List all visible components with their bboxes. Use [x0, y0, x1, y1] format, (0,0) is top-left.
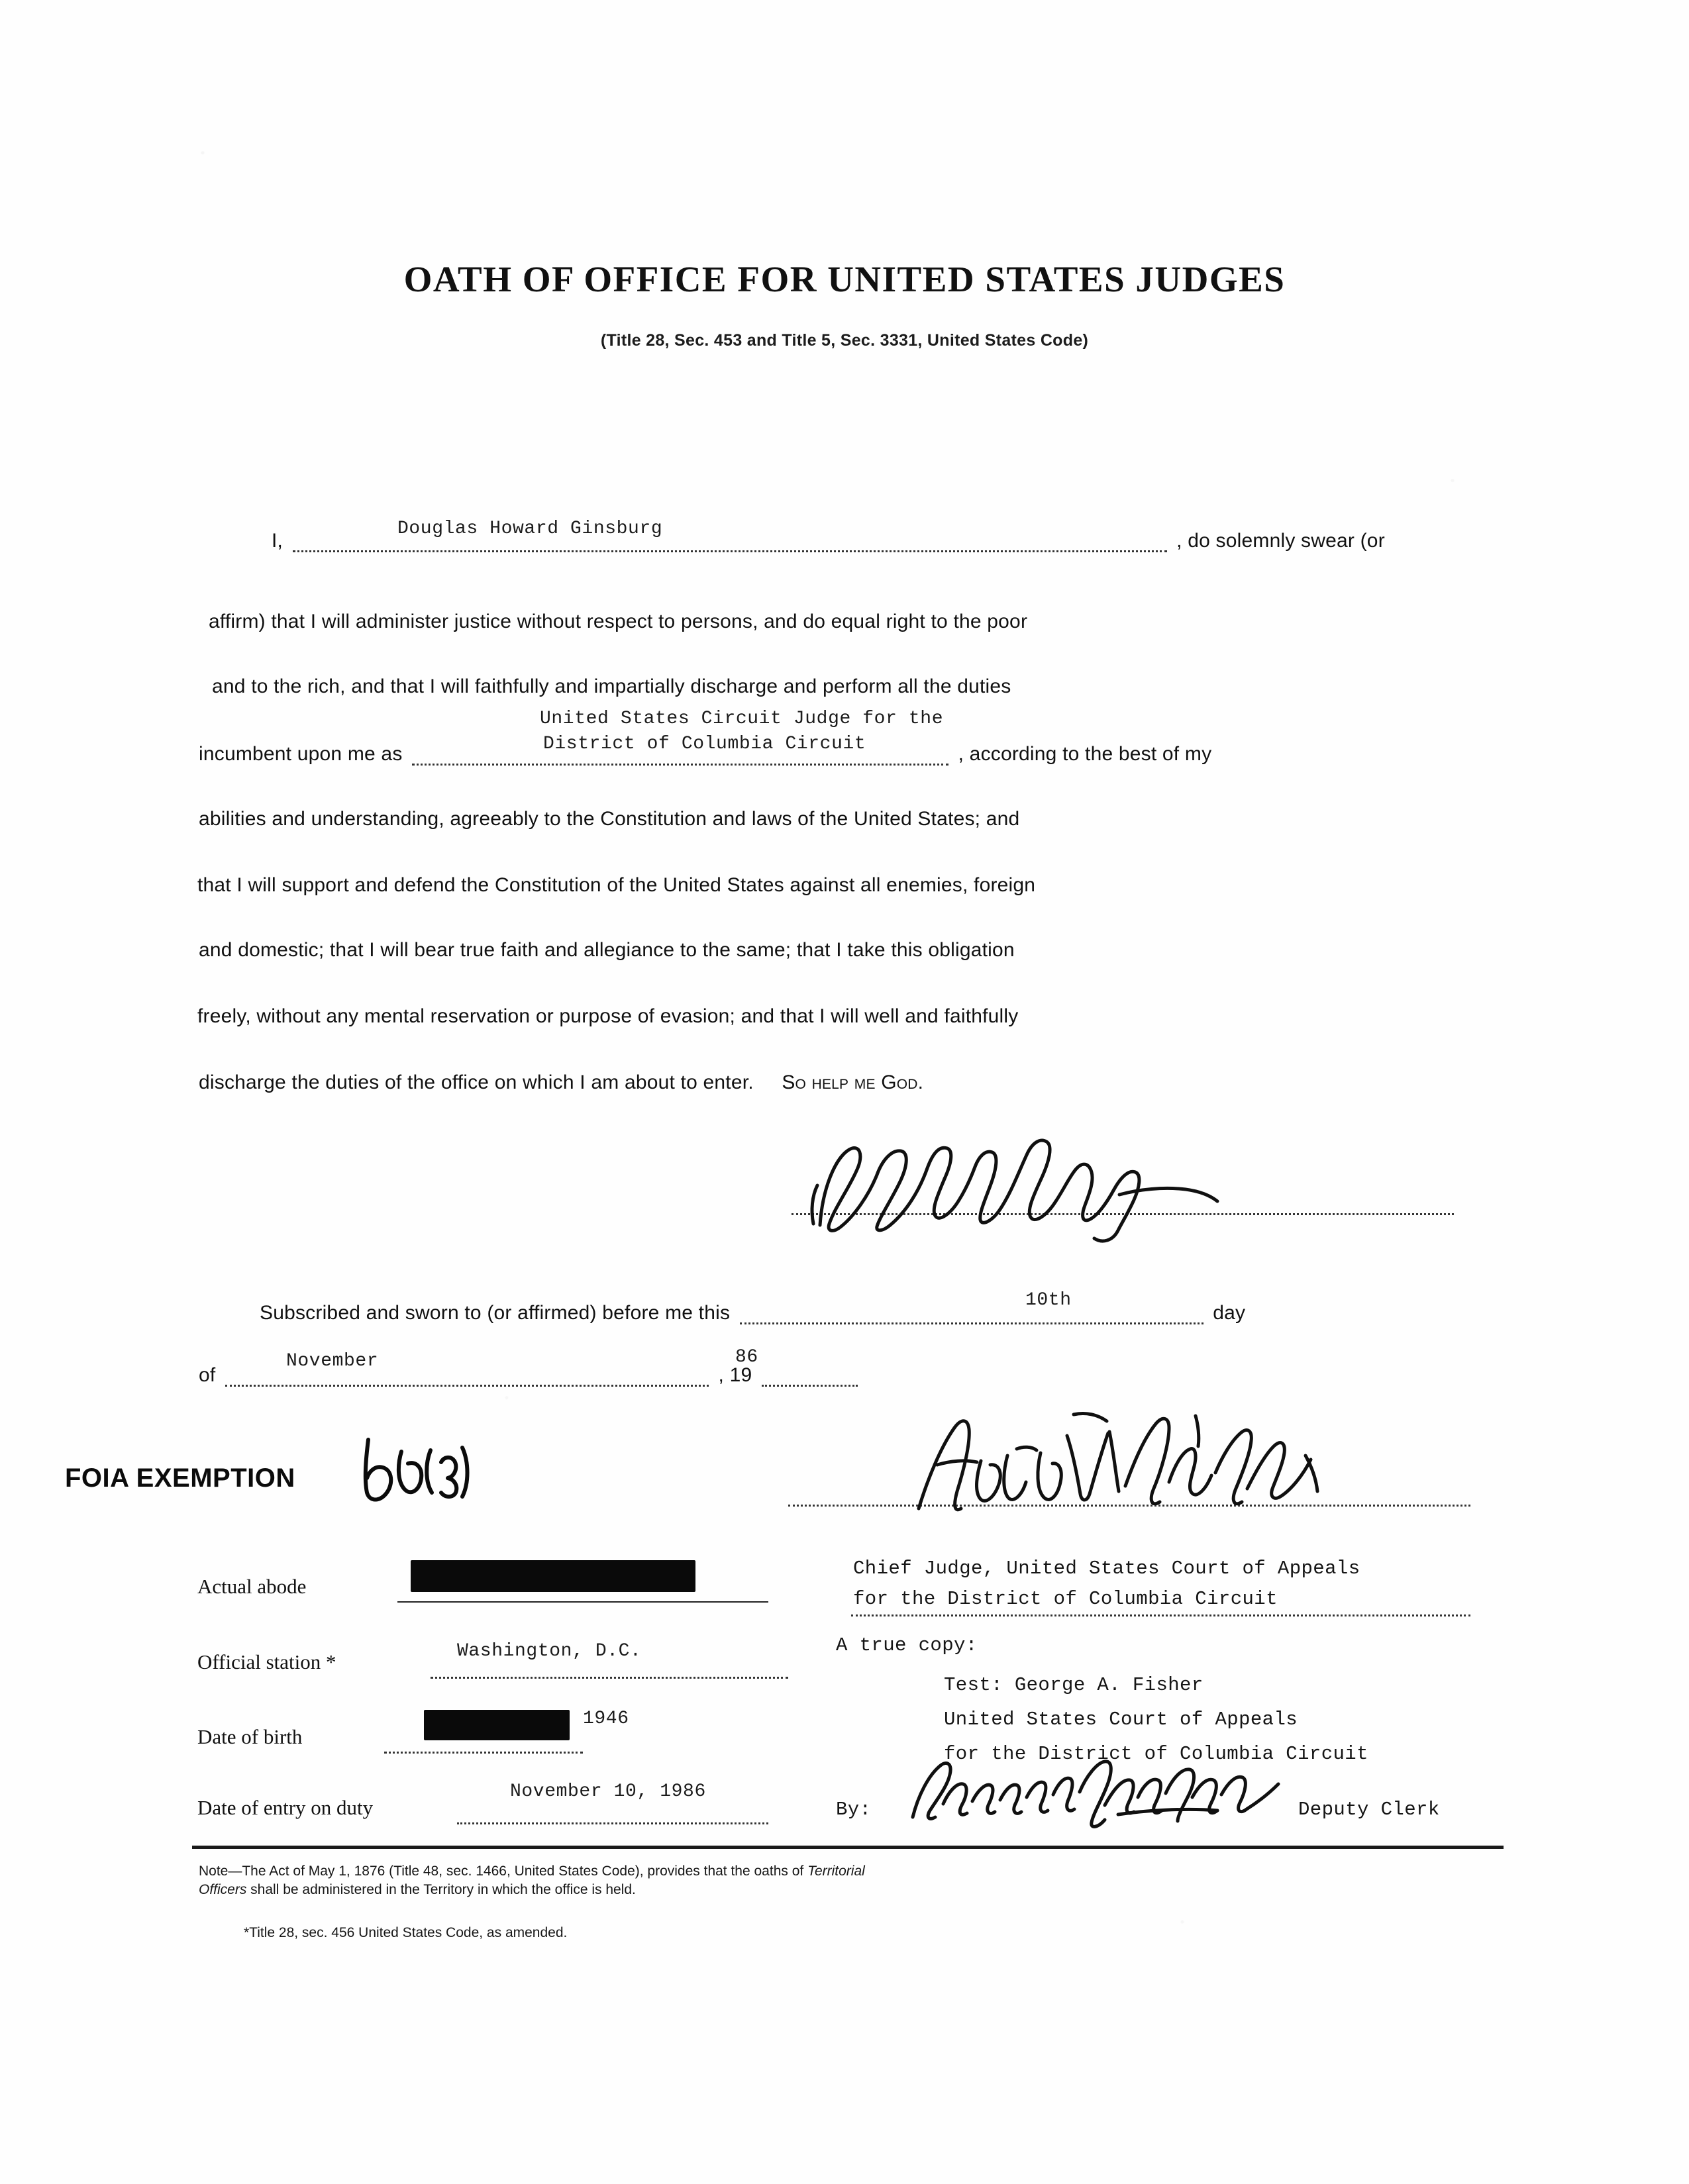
by-label: By: — [836, 1799, 872, 1820]
sworn-year-dotted-rule — [762, 1367, 858, 1387]
officer-signature — [911, 1409, 1328, 1525]
oath-line-4-head: incumbent upon me as — [199, 743, 403, 765]
date-of-entry-value: November 10, 1986 — [510, 1781, 706, 1802]
sworn-line — [260, 1302, 1245, 1324]
officer-title-line-2: for the District of Columbia Circuit — [853, 1588, 1278, 1610]
footnote-star-note: *Title 28, sec. 456 United States Code, as amended. — [244, 1925, 568, 1940]
foia-exemption-code-handwritten — [351, 1432, 490, 1511]
sworn-of-label: of — [199, 1364, 216, 1386]
official-station-label: Official station * — [197, 1650, 336, 1673]
oath-office-value-line-1: United States Circuit Judge for the — [540, 709, 944, 729]
oath-signature — [808, 1126, 1232, 1245]
oath-line-1-tail: , do solemnly swear (or — [1176, 530, 1385, 552]
footnote-note-line2-italic: Officers — [199, 1882, 247, 1898]
oath-line-7: and domestic; that I will bear true faith and allegiance to the same; that I take this obligation — [199, 939, 1015, 961]
date-of-birth-redaction — [424, 1710, 570, 1740]
sworn-year-prefix: , 19 — [718, 1364, 752, 1386]
sworn-year-value: 86 — [735, 1347, 758, 1367]
foia-exemption-stamp — [65, 1464, 295, 1493]
foia-exemption-label: FOIA EXEMPTION — [65, 1464, 295, 1493]
sworn-day-dotted-rule — [740, 1305, 1203, 1324]
oath-office-value-line-2: District of Columbia Circuit — [543, 734, 866, 754]
date-of-entry-rule — [457, 1822, 768, 1824]
oath-line-6: that I will support and defend the Constitution of the United States against all enemies, foreign — [197, 874, 1036, 896]
oath-i-label: I, — [272, 530, 283, 552]
oath-line-3: and to the rich, and that I will faithfully and impartially discharge and perform all the duties — [212, 675, 1011, 697]
oath-line-9 — [199, 1071, 923, 1094]
officer-title-underline — [851, 1614, 1470, 1616]
actual-abode-redaction — [411, 1560, 695, 1592]
footnote-divider — [192, 1846, 1504, 1849]
date-of-birth-rule — [384, 1752, 583, 1754]
oath-line-2: affirm) that I will administer justice without respect to persons, and do equal right to the poor — [209, 611, 1028, 632]
footnote-note-lead: Note—The Act of May 1, 1876 (Title 48, sec. 1466, United States Code), provides that the oaths of — [199, 1863, 808, 1879]
sworn-day-label: day — [1213, 1302, 1246, 1324]
date-of-birth-label: Date of birth — [197, 1725, 303, 1748]
deputy-clerk-signature — [906, 1754, 1290, 1833]
actual-abode-label: Actual abode — [197, 1575, 307, 1598]
test-line: Test: George A. Fisher — [944, 1674, 1203, 1696]
true-copy-label: A true copy: — [836, 1634, 978, 1656]
sworn-month-value: November — [286, 1351, 379, 1371]
official-station-rule — [431, 1677, 788, 1679]
date-of-birth-value: 1946 — [583, 1709, 629, 1729]
oath-line-8: freely, without any mental reservation or purpose of evasion; and that I will well and faithfully — [197, 1005, 1019, 1027]
court-line-2: for the District of Columbia Circuit — [944, 1743, 1368, 1765]
footnote-note-italic: Territorial — [807, 1863, 865, 1879]
officer-title-line-1: Chief Judge, United States Court of Appeals — [853, 1558, 1360, 1579]
date-of-entry-label: Date of entry on duty — [197, 1796, 374, 1819]
oath-line-4-tail: , according to the best of my — [958, 743, 1212, 765]
oath-name-value: Douglas Howard Ginsburg — [397, 519, 663, 539]
oath-line-9-text: discharge the duties of the office on which I am about to enter. — [199, 1071, 754, 1093]
official-station-value: Washington, D.C. — [457, 1641, 642, 1662]
footnote-note — [199, 1862, 1457, 1900]
court-line-1: United States Court of Appeals — [944, 1709, 1298, 1730]
sworn-prefix: Subscribed and sworn to (or affirmed) before me this — [260, 1302, 731, 1324]
deputy-clerk-label: Deputy Clerk — [1298, 1799, 1440, 1820]
oath-line-9-tail: So help me God. — [782, 1071, 924, 1093]
sworn-day-value: 10th — [1025, 1290, 1072, 1311]
oath-line-5: abilities and understanding, agreeably to the Constitution and laws of the United States; and — [199, 808, 1020, 830]
footnote-note-line2-rest: shall be administered in the Territory in which the office is held. — [246, 1882, 636, 1898]
page-title: OATH OF OFFICE FOR UNITED STATES JUDGES — [403, 259, 1286, 299]
actual-abode-rule — [397, 1601, 768, 1603]
page-subtitle: (Title 28, Sec. 453 and Title 5, Sec. 3331, United States Code) — [600, 331, 1089, 350]
